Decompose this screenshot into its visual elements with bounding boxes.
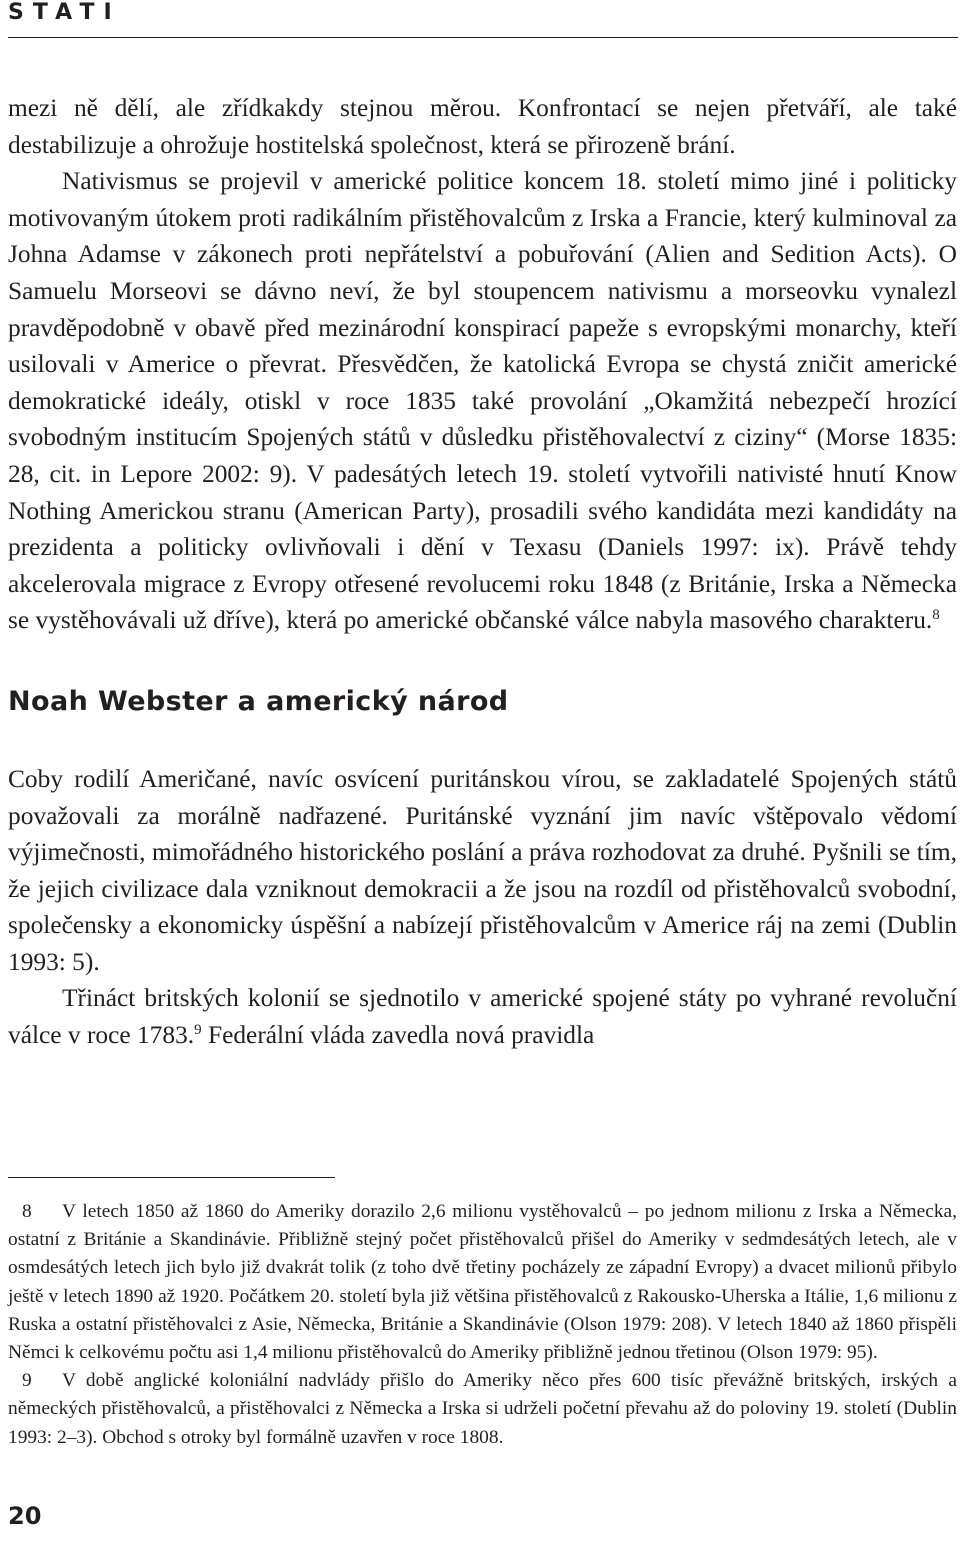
page-number: 20 [8,1502,42,1530]
paragraph-4-text-end: Federální vláda zavedla nová pravidla [201,1021,595,1050]
paragraph-4 [8,980,957,1053]
paragraph-2 [8,163,957,639]
header-divider [8,37,958,38]
paragraph-2-text: Nativismus se projevil v americké politice koncem 18. století mimo jiné i politicky motivovaným útokem proti radikálním přistěhovalcům z Irska a Francie, který kulminoval za Johna Adamse v zákonech proti nepřátelství a pobuřování (Alien and Sedition Acts). O Samuelu Morseovi se dávno neví, že byl stoupencem nativismu a morseovku vynalezl pravděpodobně v obavě před mezinárodní konspirací papeže s evropskými monarchy, kteří usilovali v Americe o převrat. Přesvědčen, že katolická Evropa se chystá zničit americké demokratické ideály, otiskl v roce 1835 také provolání „Okamžitá nebezpečí hrozící svobodným institucím Spojených států v důsledku přistěhovalectví z ciziny“ (Morse 1835: 28, cit. in Lepore 2002: 9). V padesátých letech 19. století vytvořili nativisté hnutí Know Nothing Americkou stranu (American Party), prosadili svého kandidáta mezi kandidáty na prezidenta a politicky ovlivňovali i dění v Texasu (Daniels 1997: ix). Právě tehdy akcelerovala migrace z Evropy otřesené revolucemi roku 1848 (z Británie, Irska a Německa se vystěhovávali už dříve), která po americké občanské válce nabyla masového charakteru. [8,167,957,635]
main-text [8,90,957,1054]
section-heading: Noah Webster a americký národ [8,685,509,717]
paragraph-3: Coby rodilí Američané, navíc osvícení puritánskou vírou, se zakladatelé Spojených států považovali za morálně nadřazené. Puritánské vyznání jim navíc vštěpovalo vědomí výjimečnosti, mimořádného historického poslání a práva rozhodovat za druhé. Pyšnili se tím, že jejich civilizace dala vzniknout demokracii a že jsou na rozdíl od přistěhovalců svobodní, společensky a ekonomicky úspěšní a nabízejí přistěhovalcům v Americe ráj na zemi (Dublin 1993: 5). [8,764,957,976]
paragraph-4-text-start: Třináct britských kolonií se sjednotilo v americké spojené státy po vyhrané revoluční válce v roce 1783. [8,984,957,1050]
footnote-divider [8,1177,335,1178]
footnote-text: V letech 1850 až 1860 do Ameriky dorazilo 2,6 milionu vystěhovalců – po jednom milionu z Irska a Německa, ostatní z Británie a Skandinávie. Přibližně stejný počet přistěhovalců přišel do Ameriky v sedmdesátých letech, ale v osmdesátých letech jich bylo již dvakrát tolik (z toho dvě třetiny pocházely ze západní Evropy) a dvacet milionů přibylo ještě v letech 1890 až 1920. Počátkem 20. století byla již většina přistěhovalců z Rakousko-Uherska a Itálie, 1,6 milionu z Ruska a ostatní přistěhovalci z Asie, Německa, Británie a Skandinávie (Olson 1979: 208). V letech 1840 až 1860 přispěli Němci k celkovému počtu asi 1,4 milionu přistěhovalců do Ameriky přibližně jednou třetinou (Olson 1979: 95). [8,1201,957,1364]
footnote-number: 9 [22,1370,32,1392]
footnote-9 [8,1367,957,1452]
footnote-ref-9[interactable]: 9 [194,1022,202,1039]
running-header: STATI [8,0,121,25]
footnote-8 [8,1198,957,1367]
footnote-text: V době anglické koloniální nadvlády přišlo do Ameriky něco přes 600 tisíc převážně britských, irských a německých přistěhovalců, a přistěhovalci z Německa a Irska si udrželi početní převahu až do poloviny 19. století (Dublin 1993: 2–3). Obchod s otroky byl formálně uzavřen v roce 1808. [8,1370,957,1448]
footnotes [8,1198,957,1452]
footnote-ref-8[interactable]: 8 [932,607,940,624]
footnote-number: 8 [22,1201,32,1222]
paragraph-1: mezi ně dělí, ale zřídkakdy stejnou měrou. Konfrontací se nejen přetváří, ale také destabilizuje a ohrožuje hostitelská společnost, která se přirozeně brání. [8,94,957,159]
